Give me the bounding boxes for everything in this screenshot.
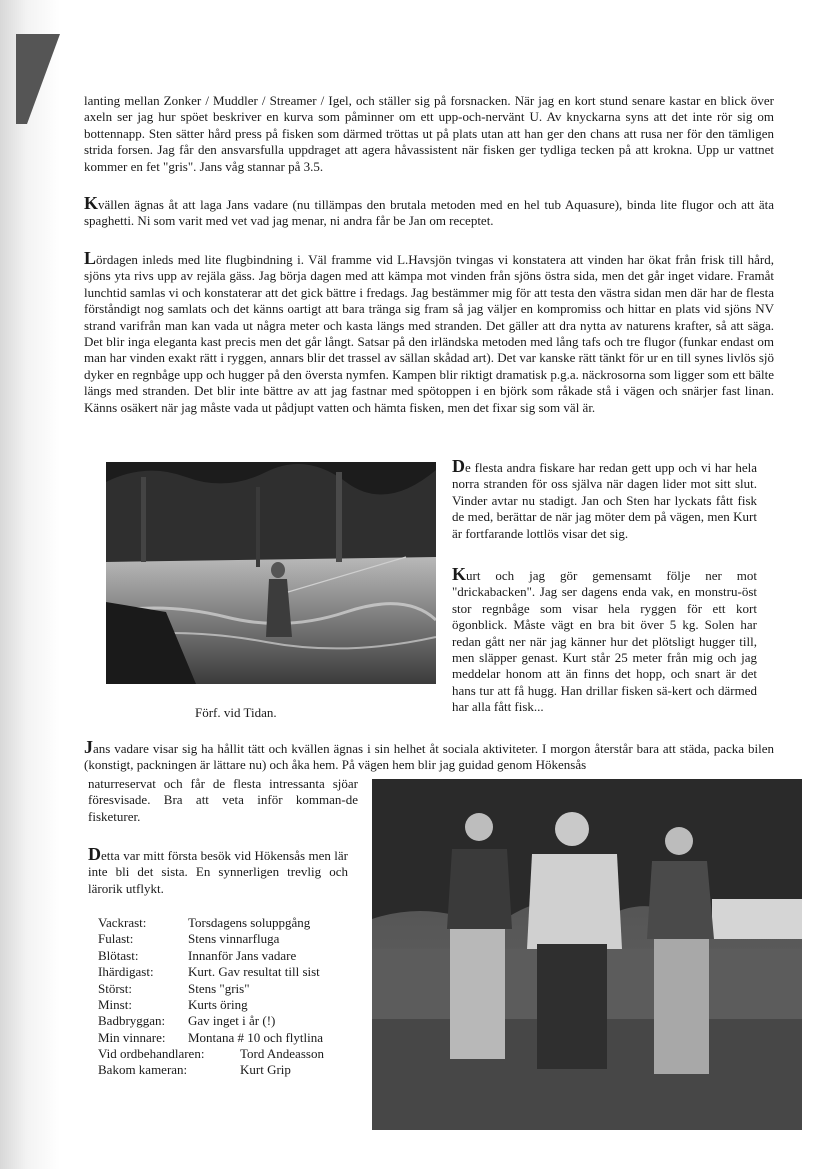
awards-row — [98, 964, 323, 980]
paragraph-first-visit — [88, 844, 348, 897]
awards-row — [98, 931, 323, 947]
award-value: Innanför Jans vadare — [188, 947, 297, 963]
credits-row — [98, 1046, 324, 1062]
three-anglers-illustration — [372, 779, 802, 1130]
paragraph-text: naturreservat och får de flesta intressanta sjöar föresvisade. Bra att veta inför komman-de fisketurer. — [88, 776, 358, 824]
awards-list — [98, 915, 323, 1046]
award-key: Vackrast: — [98, 915, 147, 930]
drop-cap: L — [84, 248, 97, 268]
paragraph-text: e flesta andra fiskare har redan gett upp och vi har hela norra stranden för oss själva när dagen lider mot sitt slut. Vinder avtar nu stadigt. Jan och Sten har lyckats fått fisk de med, berättar de när jag möter dem på vägen, men Kurt är fortfarande lottlös visar det sig. — [452, 460, 757, 541]
awards-row — [98, 997, 323, 1013]
paragraph-others-gave-up — [452, 456, 757, 542]
paragraph-nature-reserve — [88, 776, 358, 825]
paragraph-fish-catch — [84, 93, 774, 175]
award-key: Badbryggan: — [98, 1013, 166, 1029]
award-value: Stens vinnarfluga — [188, 931, 280, 947]
award-key: Fulast: — [98, 931, 134, 947]
river-fishing-illustration — [106, 462, 436, 684]
award-key: Minst: — [98, 997, 132, 1013]
award-value: Kurts öring — [188, 997, 248, 1013]
awards-row — [98, 1013, 323, 1029]
drop-cap: K — [452, 564, 467, 584]
paragraph-text: lanting mellan Zonker / Muddler / Streamer / Igel, och ställer sig på forsnacken. När jag en kort stund senare kastar en blick över axeln ser jag hur spöet beskriver en kurva som påminner om ett upp-och-nervänt U. Av knyckarna syns att det inte rör sig om bottennapp. Sten sätter hård press på fisken som därmed tröttas ut på plats utan att han ger den chans att rusa ner för den tämligen strida forsen. Jag får den ansvarsfulla uppdraget att agera håvassistent när fisken ger tydliga tecken på att krokna. Upp ur vattnet kommer en fet "gris". Jans våg stannar på 3.5. — [84, 93, 774, 174]
credit-value: Tord Andeasson — [240, 1046, 324, 1061]
paragraph-going-home — [84, 737, 774, 774]
credit-key: Bakom kameran: — [98, 1062, 188, 1078]
paragraph-text: urt och jag gör gemensamt följe ner mot "drickabacken". Jag ser dagens enda vak, en monstru-öst stor regnbåge som visar hela ryggen för ett kort ögonblick. Måste vägt en bra bit över 5 kg. Solen har redan gått ner när jag känner hur det plötsligt hugger till, men släpper genast. Kurt står 25 meter från mig och jag meddelar honom att än finns det hopp, och snart är det hans tur att få hugg. Han drillar fisken sä-kert och därmed har alla fått fisk... — [452, 568, 757, 715]
awards-row — [98, 915, 323, 931]
award-key: Störst: — [98, 980, 132, 996]
paragraph-kurt — [452, 564, 757, 716]
paragraph-text: ans vadare visar sig ha hållit tätt och kvällen ägnas i sin helhet åt sociala aktiviteter. I morgon återstår bara att städa, packa bilen (konstigt, packningen är lättare nu) och åka hem. På vägen hem blir jag guidad genom Hökensås — [84, 741, 774, 773]
credits-row — [98, 1062, 324, 1078]
award-value: Montana # 10 och flytlina — [188, 1029, 324, 1045]
award-value: Kurt. Gav resultat till sist — [188, 964, 320, 980]
drop-cap: D — [452, 456, 465, 476]
credits-list — [98, 1046, 324, 1079]
paragraph-saturday — [84, 248, 774, 416]
drop-cap: D — [88, 844, 101, 864]
drop-cap: K — [84, 193, 99, 213]
award-key: Min vinnare: — [98, 1029, 166, 1045]
award-value: Stens "gris" — [188, 980, 250, 996]
paragraph-text: ördagen inleds med lite flugbindning i. Väl framme vid L.Havsjön tvingas vi konstatera att vinden har ökat från frisk till hård, sjöns yta rivs upp av rejäla gäss. Jag börja dagen med att kämpa mot vinden från sjöns östra sida, men det går inget vidare. Framåt lunchtid samlas vi och konstaterar att det gick bättre i fredags. Jag bestämmer mig för att testa den västra sidan men där har de flesta förståndigt nog samlats och det känns oartigt att bara tränga sig fram så jag väljer en kompromiss och hittar en plats vid sjöns NV strand varifrån man kan vada ut några meter och kasta längs med stranden. Det gäller att dra nytta av naturens krafter, så att säga. Det blir inga eleganta kast precis men det går långt. Satsar på den irländska metoden med lång tafs och tre flugor (funkar endast om man har vinden exakt rätt i ryggen, annars blir det trassel av sällan skådad art). Det var kanske rätt tänkt för ur en till synes livlös sjö dyker en regnbåge upp och hugger på den översta nymfen. Kampen blir riktigt dramatisk p.g.a. näckrosorna som ligger som ett bälte längs med stranden. Det blir inte bättre av att jag fastnar med spötoppen i en björk som råkade stå i vägen och snärjer fast linan. Känns osäkert när jag måste vada ut pådjupt vatten och hämta fisken, men det fixar sig som väl är. — [84, 252, 774, 415]
awards-row — [98, 981, 323, 997]
three-anglers-photo — [372, 779, 802, 1130]
award-value: Torsdagens soluppgång — [188, 915, 311, 930]
credit-key: Vid ordbehandlaren: — [98, 1046, 205, 1061]
paragraph-text: vällen ägnas åt att laga Jans vadare (nu tillämpas den brutala metoden med en hel tub Aquasure), binda lite flugor och att äta spaghetti. Ni som varit med vet vad jag menar, ni andra får be Jan om receptet. — [84, 197, 774, 229]
award-key: Ihärdigast: — [98, 964, 154, 980]
awards-row — [98, 948, 323, 964]
river-fishing-photo — [106, 462, 436, 684]
paragraph-text: etta var mitt första besök vid Hökensås men lär inte bli det sista. En synnerligen trevlig och lärorik utflykt. — [88, 848, 348, 896]
credit-value: Kurt Grip — [240, 1062, 291, 1078]
award-value: Gav inget i år (!) — [188, 1013, 276, 1029]
drop-cap: J — [84, 737, 93, 757]
photo-caption: Förf. vid Tidan. — [195, 705, 277, 720]
award-key: Blötast: — [98, 947, 139, 963]
paragraph-evening — [84, 193, 774, 230]
awards-row — [98, 1030, 323, 1046]
